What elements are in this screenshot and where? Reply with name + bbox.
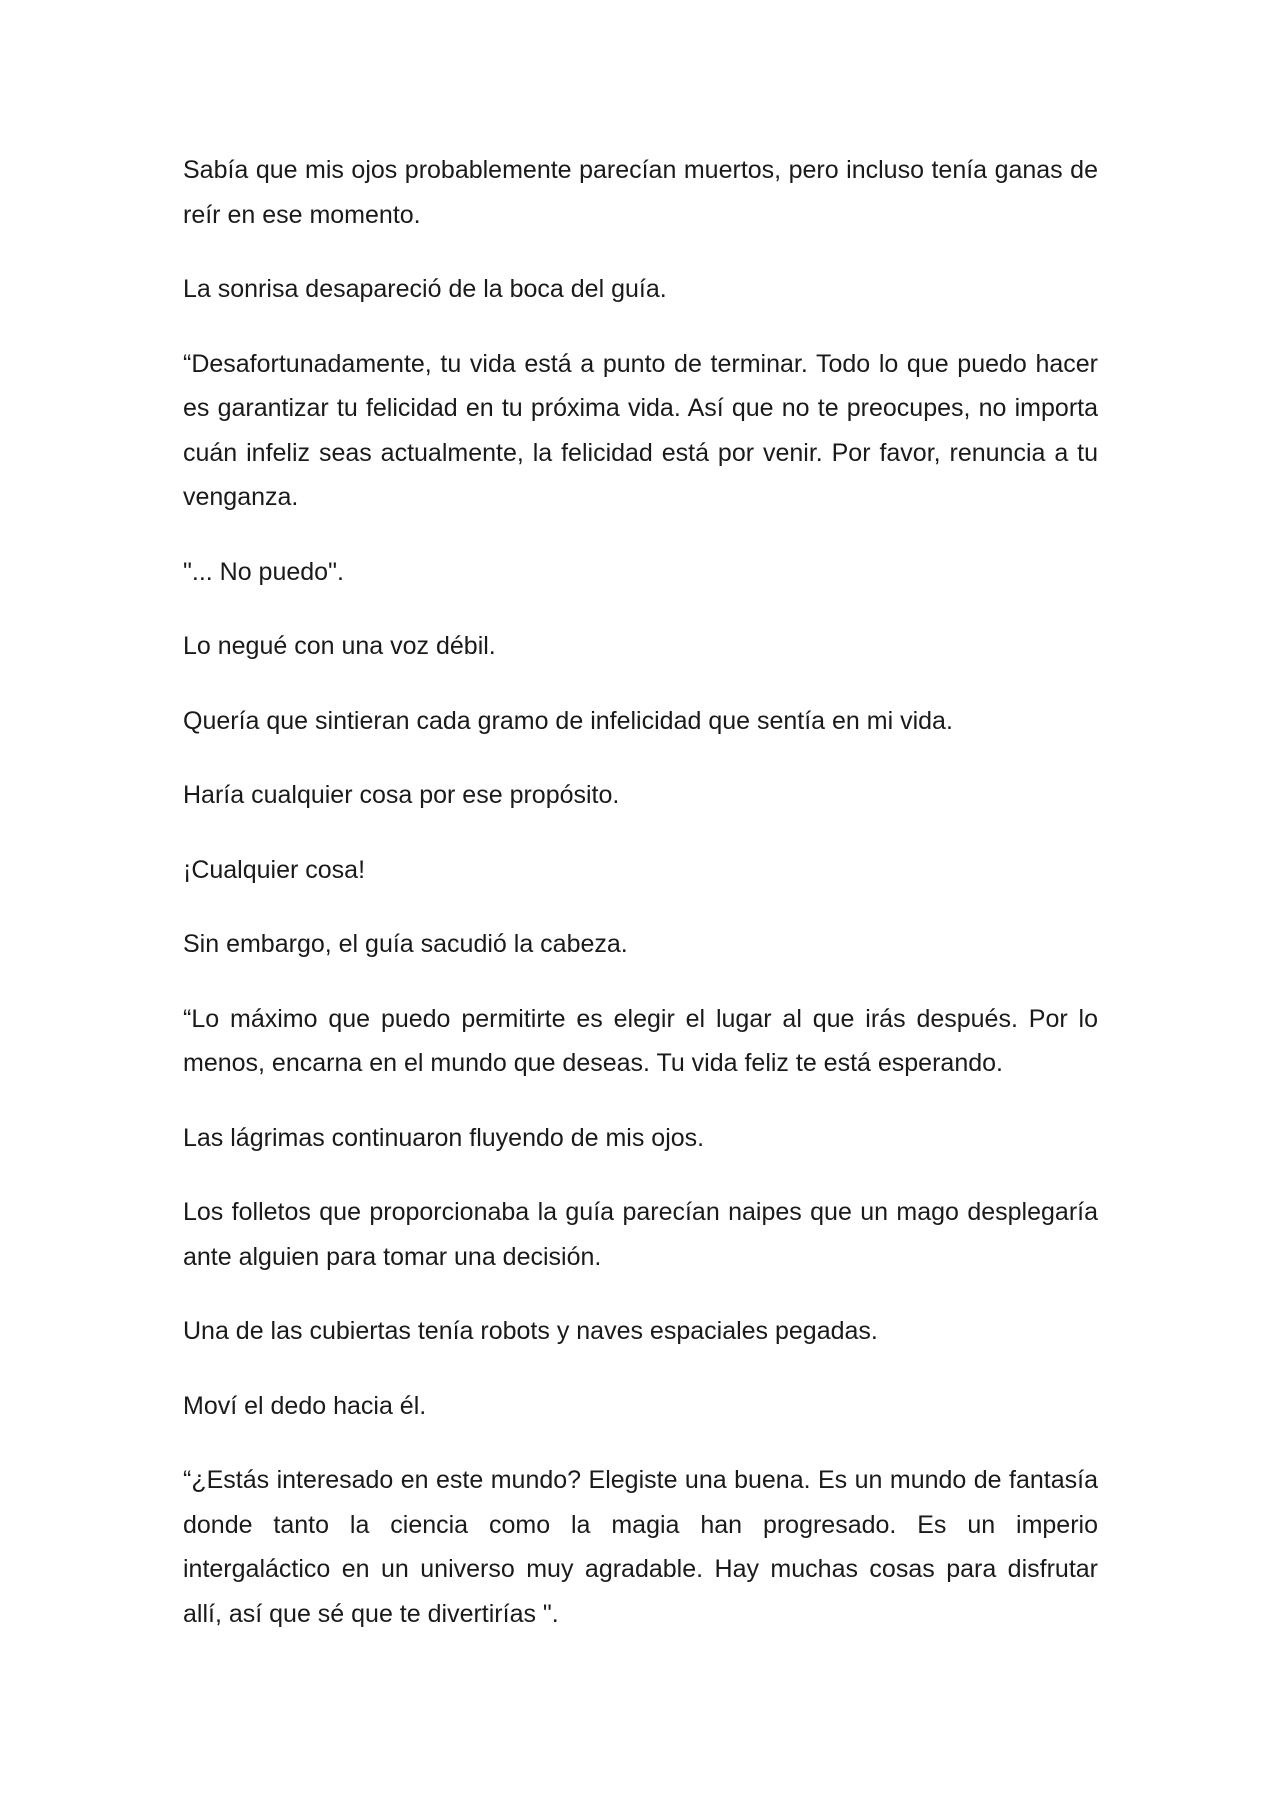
paragraph-5: Lo negué con una voz débil. xyxy=(183,632,496,660)
paragraph-1: Sabía que mis ojos probablemente parecían muertos, pero incluso tenía ganas de reír en ese momento. xyxy=(183,156,1098,229)
paragraph-2: La sonrisa desapareció de la boca del guía. xyxy=(183,275,667,303)
paragraph-13: Una de las cubiertas tenía robots y naves espaciales pegadas. xyxy=(183,1317,878,1345)
paragraph-12: Los folletos que proporcionaba la guía parecían naipes que un mago desplegaría ante alguien para tomar una decisión. xyxy=(183,1198,1098,1271)
paragraph-6: Quería que sintieran cada gramo de infelicidad que sentía en mi vida. xyxy=(183,706,953,735)
paragraph-9: Sin embargo, el guía sacudió la cabeza. xyxy=(183,930,628,958)
paragraph-15: “¿Estás interesado en este mundo? Elegiste una buena. Es un mundo de fantasía donde tanto la ciencia como la magia han progresado. Es un imperio intergaláctico en un universo muy agradable. Hay muchas cosas para disfrutar allí, así que sé que te divertirías ". xyxy=(183,1466,1098,1628)
paragraph-10: “Lo máximo que puedo permitirte es elegir el lugar al que irás después. Por lo menos, encarna en el mundo que deseas. Tu vida feliz te está esperando. xyxy=(183,1004,1098,1077)
paragraph-14: Moví el dedo hacia él. xyxy=(183,1391,427,1420)
paragraph-11: Las lágrimas continuaron fluyendo de mis ojos. xyxy=(183,1123,705,1152)
document-body xyxy=(183,148,1098,1666)
paragraph-4: "... No puedo". xyxy=(183,557,344,586)
paragraph-3: “Desafortunadamente, tu vida está a punto de terminar. Todo lo que puedo hacer es garantizar tu felicidad en tu próxima vida. Así que no te preocupes, no importa cuán infeliz seas actualmente, la felicidad está por venir. Por favor, renuncia a tu venganza. xyxy=(183,349,1098,511)
paragraph-8: ¡Cualquier cosa! xyxy=(183,855,366,884)
paragraph-7: Haría cualquier cosa por ese propósito. xyxy=(183,781,620,809)
